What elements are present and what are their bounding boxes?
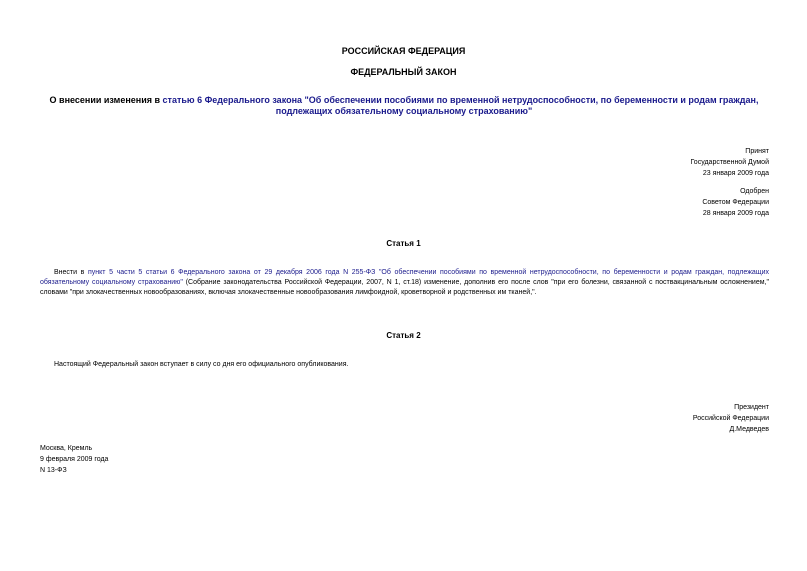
approved-by: Советом Федерации xyxy=(702,199,769,206)
law-number: N 13-ФЗ xyxy=(40,467,67,474)
article1-suffix: (Собрание законодательства Российской Федерации, 2007, N 1, ст.18) изменение, дополнив его после слов "при его болезни, связанной с поствакцинальным осложнением," словами "при злокачественных новообразованиях, включая злокачественные новообразования лимфоидной, кроветворной и родственных им тканей,". xyxy=(40,279,769,296)
signature-title2: Российской Федерации xyxy=(692,415,769,422)
adoption-council-block xyxy=(702,186,769,219)
approved-date: 28 января 2009 года xyxy=(702,210,769,217)
subject-law-link[interactable]: Федерального закона "Об обеспечении пособиями по временной нетрудоспособности, по беременности и родам граждан, подлежащих обязательному социальному страхованию" xyxy=(202,95,759,116)
place-date: 9 февраля 2009 года xyxy=(40,456,109,463)
article2-text: Настоящий Федеральный закон вступает в силу со дня его официального опубликования. xyxy=(54,361,349,368)
accepted-date: 23 января 2009 года xyxy=(702,170,769,177)
place-city: Москва, Кремль xyxy=(40,445,93,452)
article2-heading: Статья 2 xyxy=(386,331,421,340)
approved-label: Одобрен xyxy=(740,188,769,195)
accepted-label: Принят xyxy=(745,148,769,155)
document-country: РОССИЙСКАЯ ФЕДЕРАЦИЯ xyxy=(341,46,466,56)
signature-name: Д.Медведев xyxy=(729,426,769,433)
article1-heading: Статья 1 xyxy=(386,239,421,248)
place-date-block xyxy=(40,443,108,476)
article1-law-link[interactable]: пункт 5 части 5 статьи 6 Федерального закона от 29 декабря 2006 года N 255-ФЗ "Об обеспечении пособиями по временной нетрудоспособности, по беременности и родам граждан, подлежащих обязательному социальному страхованию" xyxy=(40,269,769,286)
article1-text xyxy=(40,268,769,298)
accepted-by: Государственной Думой xyxy=(690,159,769,166)
adoption-duma-block xyxy=(690,146,769,179)
document-subject xyxy=(40,95,768,117)
subject-article-link[interactable]: статью 6 xyxy=(162,95,203,105)
signature-title: Президент xyxy=(734,404,769,411)
article1-prefix: Внести в xyxy=(54,269,88,276)
subject-prefix: О внесении изменения в xyxy=(49,95,163,105)
signature-block xyxy=(693,402,769,435)
document-type: ФЕДЕРАЛЬНЫЙ ЗАКОН xyxy=(350,67,457,77)
